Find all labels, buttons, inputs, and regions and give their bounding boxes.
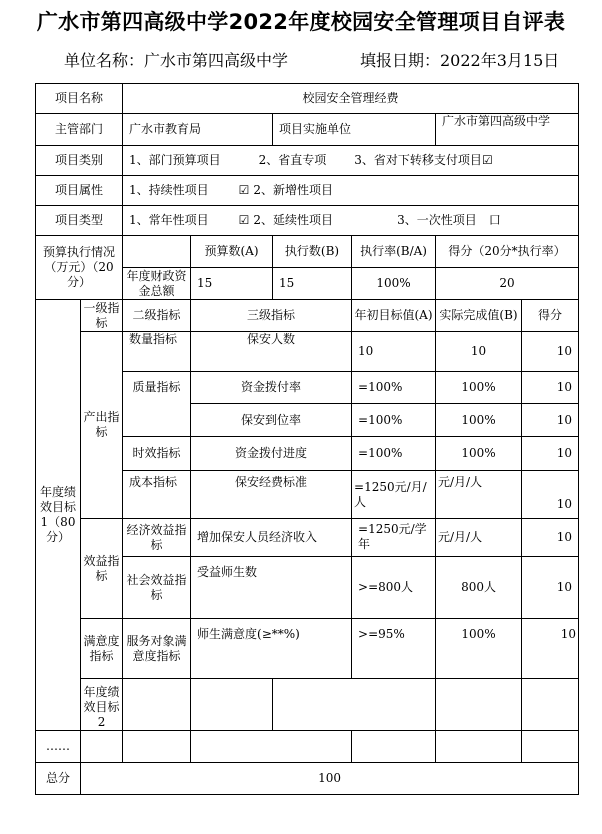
score-cell: 10 [522,557,579,619]
page-title: 广水市第四高级中学2022年度校园安全管理项目自评表 [36,10,566,34]
row-budget-header [36,236,579,268]
total-label: 总分 [36,763,81,795]
target-cell: =1250元/学年 [352,519,436,557]
level2-cell: 数量指标 [123,332,191,372]
header-level2: 二级指标 [123,300,191,332]
actual-cell: 100% [436,437,522,471]
target-cell: =1250元/月/人 [352,471,436,519]
impl-label: 项目实施单位 [273,114,436,146]
row-dept [36,114,579,146]
budget-value: 15 [191,268,273,300]
header-score: 得分 [522,300,579,332]
blank-cell [81,731,123,763]
col-score: 得分（20分*执行率） [436,236,579,268]
evaluation-table [35,83,579,795]
blank-cell [436,731,522,763]
level2-cell: 经济效益指标 [123,519,191,557]
blank-cell [123,679,191,731]
col-budget: 预算数(A) [191,236,273,268]
benefit-label: 效益指标 [81,519,123,619]
ellipsis: …… [36,731,81,763]
blank-cell [191,679,273,731]
row-indicator-header [36,300,579,332]
target-cell: =100% [352,372,436,404]
actual-cell: 元/月/人 [436,519,522,557]
level2-cell: 成本指标 [123,471,191,519]
header-level1: 一级指标 [81,300,123,332]
level3-cell: 保安人数 [191,332,352,372]
category-option-3: 3、省对下转移支付项目 [354,153,482,167]
checked-box-icon: ☑ [238,213,250,227]
attr-option-2: 2、新增性项目 [253,183,334,197]
actual-cell: 800人 [436,557,522,619]
level2-cell: 质量指标 [123,372,191,437]
score-cell: 10 [522,437,579,471]
header-actual: 实际完成值(B) [436,300,522,332]
blank-cell [352,731,436,763]
project-name-label: 项目名称 [36,84,123,114]
level2-cell: 服务对象满意度指标 [123,619,191,679]
attr-options [123,176,579,206]
level3-cell: 保安经费标准 [191,471,352,519]
actual-cell: 100% [436,372,522,404]
score-cell: 10 [522,619,579,679]
blank-cell [123,731,191,763]
table-row [36,519,579,557]
dept-label: 主管部门 [36,114,123,146]
level3-cell: 受益师生数 [191,557,352,619]
actual-cell: 100% [436,619,522,679]
rate-value: 100% [352,268,436,300]
row-type [36,206,579,236]
target-cell: >=95% [352,619,436,679]
checked-box-icon: ☑ [481,153,493,167]
blank-cell [273,679,436,731]
score-cell: 10 [522,404,579,437]
level3-cell: 师生满意度(≥**%) [191,619,352,679]
actual-cell: 10 [436,332,522,372]
blank-cell [522,679,579,731]
goal1-label: 年度绩效目标1（80分） [36,300,81,731]
type-option-1: 1、常年性项目 [129,213,209,227]
goal2-label: 年度绩效目标2 [81,679,123,731]
score-value: 20 [436,268,579,300]
target-cell: 10 [352,332,436,372]
category-option-2: 2、省直专项 [258,153,327,167]
unit-name: 单位名称：广水市第四高级中学 [64,51,289,70]
category-options [123,146,579,176]
budget-header-blank [123,236,191,268]
row-ellipsis [36,731,579,763]
col-rate: 执行率(B/A) [352,236,436,268]
row-category [36,146,579,176]
target-cell: >=800人 [352,557,436,619]
empty-box-icon: 口 [488,213,501,227]
score-cell: 10 [522,372,579,404]
level3-cell: 资金拨付率 [191,372,352,404]
attr-option-1: 1、持续性项目 [129,183,209,197]
header-level3: 三级指标 [191,300,352,332]
type-options [123,206,579,236]
target-cell: =100% [352,404,436,437]
row-attribute [36,176,579,206]
table-row [36,332,579,372]
row-total [36,763,579,795]
satisfaction-label: 满意度指标 [81,619,123,679]
total-value: 100 [81,763,579,795]
level3-cell: 保安到位率 [191,404,352,437]
budget-label: 预算执行情况（万元）（20分） [36,236,123,300]
target-cell: =100% [352,437,436,471]
dept-value: 广水市教育局 [123,114,273,146]
type-option-3: 3、一次性项目 [397,213,477,227]
score-cell: 10 [522,471,579,519]
row-goal2 [36,679,579,731]
level2-cell: 社会效益指标 [123,557,191,619]
score-cell: 10 [522,332,579,372]
project-name-value: 校园安全管理经费 [123,84,579,114]
type-label: 项目类型 [36,206,123,236]
level3-cell: 增加保安人员经济收入 [191,519,352,557]
category-label: 项目类别 [36,146,123,176]
header-target: 年初目标值(A) [352,300,436,332]
budget-row-label: 年度财政资金总额 [123,268,191,300]
blank-cell [522,731,579,763]
level3-cell: 资金拨付进度 [191,437,352,471]
attr-label: 项目属性 [36,176,123,206]
actual-cell: 100% [436,404,522,437]
exec-value: 15 [273,268,352,300]
fill-date: 填报日期：2022年3月15日 [360,51,560,70]
col-exec: 执行数(B) [273,236,352,268]
type-option-2: 2、延续性项目 [253,213,334,227]
actual-cell: 元/月/人 [436,471,522,519]
row-project-name [36,84,579,114]
impl-value: 广水市第四高级中学 [436,114,579,146]
table-row [36,619,579,679]
blank-cell [436,679,522,731]
category-option-1: 1、部门预算项目 [129,153,221,167]
score-cell: 10 [522,519,579,557]
output-label: 产出指标 [81,332,123,519]
blank-cell [191,731,352,763]
level2-cell: 时效指标 [123,437,191,471]
checked-box-icon: ☑ [238,183,250,197]
